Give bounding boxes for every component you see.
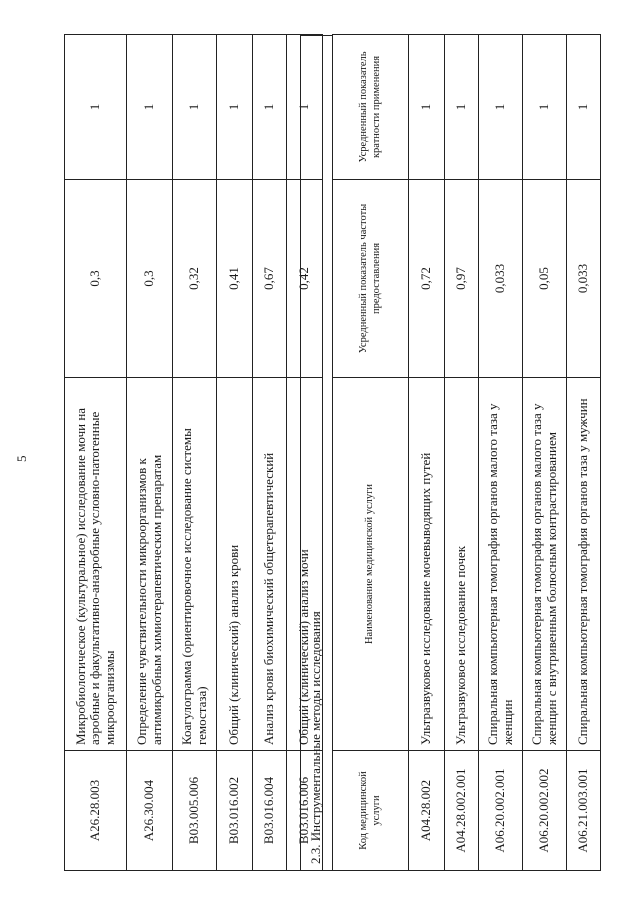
service-code: B03.016.002 [217, 751, 253, 871]
frequency-value: 0,32 [173, 180, 217, 378]
multiplicity-value: 1 [253, 35, 287, 180]
frequency-value: 0,72 [409, 180, 445, 378]
service-code: A06.20.002.001 [479, 751, 523, 871]
table-row [445, 35, 479, 871]
service-name: Общий (клинический) анализ крови [217, 378, 253, 751]
service-name: Микробиологическое (культуральное) исследование мочи на аэробные и факультативно-анаэробные условно-патогенные микроорганизмы [65, 378, 127, 751]
frequency-value: 0,42 [287, 180, 323, 378]
lab-tests-table [64, 34, 323, 871]
multiplicity-value: 1 [567, 35, 601, 180]
service-code: A04.28.002 [409, 751, 445, 871]
header-name: Наименование медицинской услуги [333, 378, 409, 751]
multiplicity-value: 1 [65, 35, 127, 180]
multiplicity-value: 1 [445, 35, 479, 180]
service-code: A06.20.002.002 [523, 751, 567, 871]
service-name: Ультразвуковое исследование мочевыводящих путей [409, 378, 445, 751]
service-name: Коагулограмма (ориентировочное исследование системы гемостаза) [173, 378, 217, 751]
service-code: B03.005.006 [173, 751, 217, 871]
service-code: B03.016.004 [253, 751, 287, 871]
service-code: A26.28.003 [65, 751, 127, 871]
header-multiplicity: Усредненный показатель кратности применения [333, 35, 409, 180]
frequency-value: 0,033 [479, 180, 523, 378]
multiplicity-value: 1 [409, 35, 445, 180]
frequency-value: 0,3 [65, 180, 127, 378]
table-row [65, 35, 127, 871]
frequency-value: 0,05 [523, 180, 567, 378]
instrumental-methods-table [332, 34, 601, 871]
header-code: Код медицинской услуги [333, 751, 409, 871]
service-name: Спиральная компьютерная томография органов малого таза у женщин [479, 378, 523, 751]
service-name: Общий (клинический) анализ мочи [287, 378, 323, 751]
frequency-value: 0,67 [253, 180, 287, 378]
page-number: 5 [14, 455, 29, 462]
table-row [523, 35, 567, 871]
multiplicity-value: 1 [217, 35, 253, 180]
service-code: B03.016.006 [287, 751, 323, 871]
service-name: Ультразвуковое исследование почек [445, 378, 479, 751]
multiplicity-value: 1 [127, 35, 173, 180]
service-name: Спиральная компьютерная томография органов малого таза у женщин с внутривенным болюсным контрастированием [523, 378, 567, 751]
table-row [479, 35, 523, 871]
multiplicity-value: 1 [479, 35, 523, 180]
table-header-row [333, 35, 409, 871]
table-row [567, 35, 601, 871]
table-row [173, 35, 217, 871]
multiplicity-value: 1 [523, 35, 567, 180]
table-row [409, 35, 445, 871]
multiplicity-value: 1 [173, 35, 217, 180]
table-row [253, 35, 287, 871]
frequency-value: 0,41 [217, 180, 253, 378]
section-title: 2.3. Инструментальные методы исследования [300, 35, 332, 871]
frequency-value: 0,3 [127, 180, 173, 378]
service-code: A04.28.002.001 [445, 751, 479, 871]
table-row [127, 35, 173, 871]
service-code: A26.30.004 [127, 751, 173, 871]
table-row [217, 35, 253, 871]
service-name: Спиральная компьютерная томография органов таза у мужчин [567, 378, 601, 751]
header-frequency: Усредненный показатель частоты предоставления [333, 180, 409, 378]
frequency-value: 0,033 [567, 180, 601, 378]
frequency-value: 0,97 [445, 180, 479, 378]
service-name: Анализ крови биохимический общетерапевтический [253, 378, 287, 751]
service-name: Определение чувствительности микроорганизмов к антимикробным химиотерапевтическим препаратам [127, 378, 173, 751]
service-code: A06.21.003.001 [567, 751, 601, 871]
multiplicity-value: 1 [287, 35, 323, 180]
